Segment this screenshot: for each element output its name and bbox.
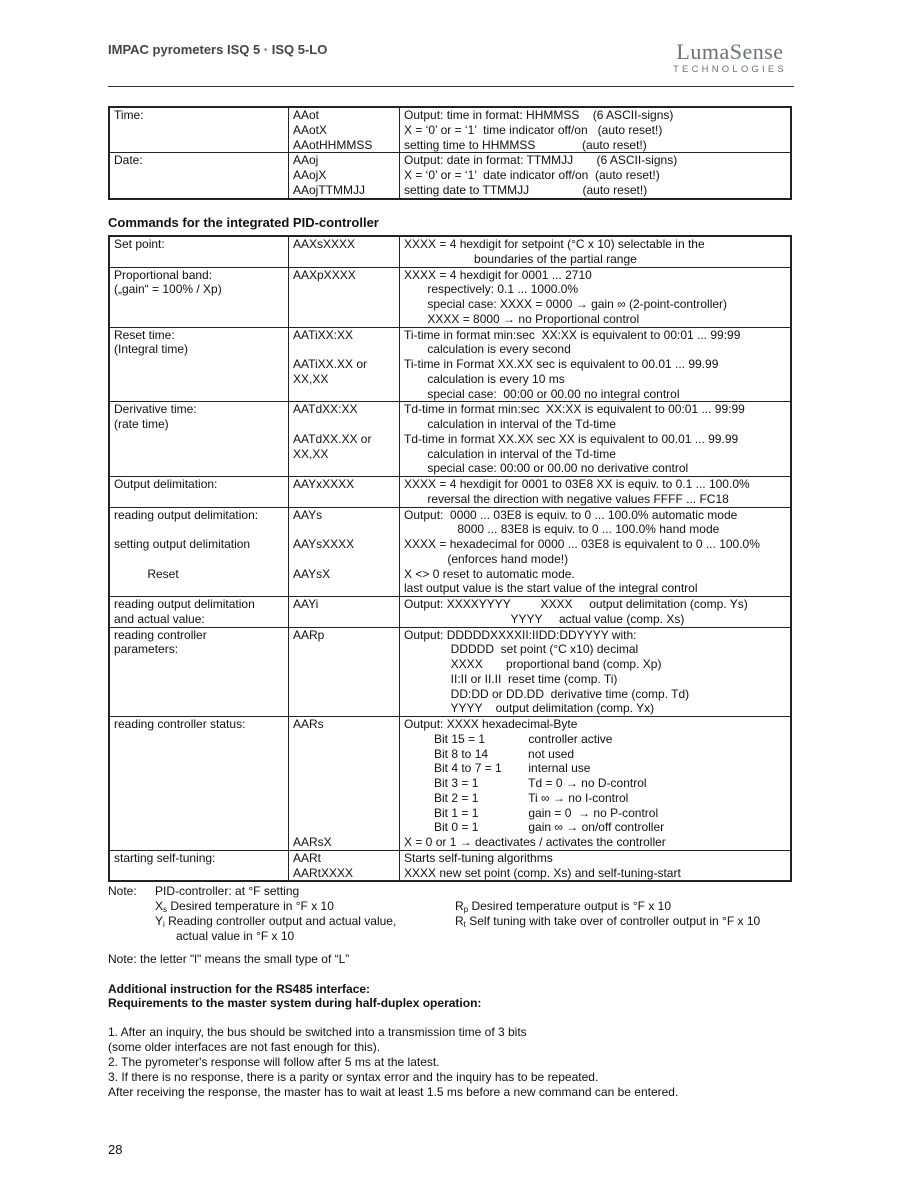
- command-code: [293, 522, 395, 537]
- command-description: setting time to HHMMSS (auto reset!): [404, 137, 647, 152]
- command-description-cell: [400, 717, 792, 851]
- command-label: parameters:: [114, 642, 179, 657]
- command-label: (Integral time): [114, 342, 189, 357]
- command-description-cell: [400, 267, 792, 327]
- lumasense-logo: [664, 40, 796, 76]
- header-rule: [108, 86, 794, 87]
- command-label-cell: [109, 402, 289, 477]
- command-description: YYYY output delimitation (comp. Yx): [404, 701, 655, 716]
- xs-symbol: X: [155, 899, 164, 913]
- command-label-cell: [109, 153, 289, 199]
- command-description-cell: [400, 107, 792, 153]
- command-description-cell: [400, 477, 792, 508]
- command-description: Output: time in format: HHMMSS (6 ASCII-signs): [404, 108, 674, 122]
- command-label: reading controller: [114, 627, 207, 642]
- command-description: Output: XXXXYYYY XXXX output delimitation (comp. Ys): [404, 597, 748, 611]
- yi-symbol: Y: [155, 914, 164, 928]
- command-description: Bit 8 to 14 not used: [404, 746, 575, 761]
- command-description: Output: date in format: TTMMJJ (6 ASCII-signs): [404, 153, 678, 168]
- document-header-title: IMPAC pyrometers ISQ 5 · ISQ 5-LO: [108, 42, 328, 57]
- command-description-cell: [400, 850, 792, 881]
- note-label: Note:: [108, 884, 137, 898]
- command-description: Bit 3 = 1 Td = 0 → no D-control: [404, 776, 647, 790]
- command-description: Output: 0000 ... 03E8 is equiv. to 0 ... 100.0% automatic mode: [404, 507, 738, 522]
- command-label: Reset: [114, 566, 179, 581]
- command-label-cell: [109, 627, 289, 717]
- command-description: Bit 2 = 1 Ti ∞ → no I-control: [404, 790, 629, 805]
- command-description: XXXX = hexadecimal for 0000 ... 03E8 is equivalent to 0 ... 100.0%: [404, 537, 760, 551]
- command-code-cell: [289, 597, 400, 628]
- command-code: AARs: [293, 717, 324, 731]
- command-code: AAotHHMMSS: [293, 137, 373, 152]
- command-code-cell: [289, 107, 400, 153]
- command-code-cell: [289, 402, 400, 477]
- command-code: [293, 732, 395, 747]
- command-description: calculation in interval of the Td-time: [404, 417, 616, 431]
- command-row: [109, 627, 791, 717]
- command-description-cell: [400, 627, 792, 717]
- command-description: boundaries of the partial range: [404, 251, 637, 266]
- command-code: AAojTTMMJJ: [293, 182, 365, 197]
- command-label: reading controller status:: [114, 717, 246, 731]
- command-code: AAotX: [293, 122, 328, 137]
- command-label-cell: [109, 597, 289, 628]
- command-description-cell: [400, 402, 792, 477]
- command-label-cell: [109, 236, 289, 267]
- command-label: („gain“ = 100% / Xp): [114, 282, 222, 297]
- command-code: AAXsXXXX: [293, 237, 356, 251]
- logo-subtitle: TECHNOLOGIES: [673, 64, 787, 75]
- command-label: and actual value:: [114, 611, 205, 626]
- command-code-cell: [289, 267, 400, 327]
- command-description: XXXX = 8000 → no Proportional control: [404, 311, 640, 326]
- command-label: [114, 552, 284, 567]
- command-code: AAYsX: [293, 566, 331, 581]
- command-description: calculation in interval of the Td-time: [404, 446, 616, 461]
- xs-subscript: s: [163, 905, 168, 914]
- command-code: [293, 806, 395, 821]
- time-date-command-table: [108, 106, 792, 200]
- yi-text: Reading controller output and actual value,: [168, 914, 397, 928]
- command-description: Starts self-tuning algorithms: [404, 850, 553, 865]
- yi-subscript: i: [163, 920, 165, 929]
- command-description: calculation is every second: [404, 342, 571, 357]
- command-code: AAYs: [293, 507, 323, 522]
- command-label: Set point:: [114, 237, 165, 251]
- command-row: [109, 107, 791, 153]
- command-code: AATiXX:XX: [293, 327, 354, 342]
- command-row: [109, 267, 791, 327]
- command-code: [293, 581, 395, 596]
- command-description: Bit 1 = 1 gain = 0 → no P-control: [404, 805, 659, 820]
- command-code: [293, 761, 395, 776]
- command-description-cell: [400, 327, 792, 402]
- command-label: Date:: [114, 153, 143, 168]
- command-label: reading output delimitation:: [114, 507, 259, 522]
- command-row: [109, 507, 791, 597]
- command-code: AAYxXXXX: [293, 477, 355, 491]
- rs485-item: (some older interfaces are not fast enough for this).: [108, 1040, 381, 1054]
- command-description: XXXX new set point (comp. Xs) and self-tuning-start: [404, 865, 681, 880]
- command-code: AARtXXXX: [293, 865, 354, 880]
- command-code: AAYsXXXX: [293, 537, 355, 551]
- pid-command-table: [108, 235, 792, 882]
- command-description: last output value is the start value of the integral control: [404, 581, 698, 596]
- command-description: DD:DD or DD.DD derivative time (comp. Td): [404, 686, 690, 701]
- command-description: 8000 ... 83E8 is equiv. to 0 ... 100.0% hand mode: [404, 522, 720, 537]
- command-description: respectively: 0.1 ... 1000.0%: [404, 282, 579, 297]
- rs485-item: 3. If there is no response, there is a parity or syntax error and the inquiry has to be repeated.: [108, 1070, 599, 1084]
- command-description: Td-time in format XX.XX sec XX is equivalent to 00.01 ... 99.99: [404, 431, 739, 446]
- command-label: Reset time:: [114, 327, 175, 342]
- command-code-cell: [289, 153, 400, 199]
- command-code-cell: [289, 627, 400, 717]
- command-code: AATiXX.XX or: [293, 357, 368, 371]
- command-label: [114, 522, 284, 537]
- command-label: Time:: [114, 108, 144, 122]
- rs485-item: 1. After an inquiry, the bus should be switched into a transmission time of 3 bits: [108, 1025, 527, 1039]
- command-code: XX,XX: [293, 446, 329, 461]
- xs-text: Desired temperature in °F x 10: [170, 899, 334, 913]
- command-description-cell: [400, 236, 792, 267]
- command-code-cell: [289, 507, 400, 597]
- command-code: AAot: [293, 108, 320, 122]
- command-description-cell: [400, 153, 792, 199]
- command-description: Output: DDDDDXXXXII:IIDD:DDYYYY with:: [404, 627, 637, 642]
- command-row: [109, 477, 791, 508]
- command-code: AAoj: [293, 153, 319, 168]
- command-description: Output: XXXX hexadecimal-Byte: [404, 717, 578, 731]
- note-pid-setting: PID-controller: at °F setting: [155, 884, 300, 898]
- command-description: X = ‘0’ or = ‘1’ time indicator off/on (auto reset!): [404, 122, 663, 137]
- command-code: AARt: [293, 850, 322, 865]
- command-description: XXXX = 4 hexdigit for setpoint (°C x 10) selectable in the: [404, 237, 705, 251]
- command-label-cell: [109, 327, 289, 402]
- command-row: [109, 850, 791, 881]
- rp-text: Desired temperature output is °F x 10: [471, 899, 672, 913]
- command-label: setting output delimitation: [114, 537, 251, 551]
- command-code-cell: [289, 850, 400, 881]
- rp-subscript: p: [463, 905, 469, 914]
- command-code: AATdXX:XX: [293, 402, 358, 417]
- command-description: special case: 00:00 or 00.00 no derivative control: [404, 461, 689, 476]
- command-description: (enforces hand mode!): [404, 551, 569, 566]
- command-label-cell: [109, 717, 289, 851]
- command-code: [293, 417, 395, 432]
- command-code-cell: [289, 236, 400, 267]
- pid-section-heading: Commands for the integrated PID-controller: [108, 215, 379, 230]
- rt-subscript: t: [463, 920, 466, 929]
- rs485-heading: Additional instruction for the RS485 interface:: [108, 982, 371, 996]
- command-description: special case: 00:00 or 00.00 no integral control: [404, 386, 680, 401]
- command-description: XXXX = 4 hexdigit for 0001 ... 2710: [404, 267, 592, 282]
- command-code: [293, 747, 395, 762]
- command-label-cell: [109, 267, 289, 327]
- command-description: X = 0 or 1 → deactivates / activates the controller: [404, 835, 666, 849]
- command-description: Bit 0 = 1 gain ∞ → on/off controller: [404, 820, 665, 835]
- rp-symbol: R: [455, 899, 464, 913]
- command-label-cell: [109, 507, 289, 597]
- rs485-item: 2. The pyrometer's response will follow after 5 ms at the latest.: [108, 1055, 440, 1069]
- command-description: XXXX = 4 hexdigit for 0001 to 03E8 XX is equiv. to 0.1 ... 100.0%: [404, 477, 750, 491]
- command-description-cell: [400, 597, 792, 628]
- command-description: II:II or II.II reset time (comp. Ti): [404, 671, 618, 686]
- command-description: YYYY actual value (comp. Xs): [404, 611, 685, 626]
- command-code: XX,XX: [293, 371, 329, 386]
- command-label: starting self-tuning:: [114, 850, 216, 865]
- command-label-cell: [109, 107, 289, 153]
- command-description: Ti-time in Format XX.XX sec is equivalent to 00.01 ... 99.99: [404, 357, 719, 371]
- command-description: X = ‘0’ or = ‘1’ date indicator off/on (auto reset!): [404, 168, 660, 182]
- command-row: [109, 597, 791, 628]
- command-description: Bit 4 to 7 = 1 internal use: [404, 761, 591, 776]
- command-code-cell: [289, 717, 400, 851]
- command-code: AARp: [293, 627, 325, 642]
- command-description-cell: [400, 507, 792, 597]
- command-description: DDDDD set point (°C x10) decimal: [404, 642, 639, 657]
- command-label-cell: [109, 850, 289, 881]
- command-code: AAYi: [293, 597, 319, 611]
- note-rt: [455, 914, 760, 932]
- page-number: 28: [108, 1142, 123, 1157]
- command-code: AAXpXXXX: [293, 267, 356, 282]
- command-row: [109, 402, 791, 477]
- command-code: [293, 342, 395, 357]
- command-code: AAojX: [293, 168, 327, 182]
- letter-l-note: Note: the letter "l" means the small type of “L”: [108, 952, 350, 966]
- command-label: [114, 581, 284, 596]
- command-description: setting date to TTMMJJ (auto reset!): [404, 182, 648, 197]
- command-label: Output delimitation:: [114, 477, 218, 491]
- note-yi-continued: actual value in °F x 10: [176, 929, 295, 943]
- rt-text: Self tuning with take over of controller output in °F x 10: [469, 914, 761, 928]
- command-description: reversal the direction with negative values FFFF ... FC18: [404, 491, 729, 506]
- logo-name: LumaSense: [676, 39, 784, 64]
- command-description: Bit 15 = 1 controller active: [404, 731, 613, 746]
- command-label: Proportional band:: [114, 267, 213, 282]
- command-row: [109, 236, 791, 267]
- command-label: Derivative time:: [114, 402, 197, 417]
- command-row: [109, 327, 791, 402]
- command-description: calculation is every 10 ms: [404, 371, 565, 386]
- command-description: Ti-time in format min:sec XX:XX is equivalent to 00:01 ... 99:99: [404, 327, 741, 342]
- command-description: XXXX proportional band (comp. Xp): [404, 657, 662, 671]
- command-code: AATdXX.XX or: [293, 431, 372, 446]
- command-code: [293, 552, 395, 567]
- command-label: (rate time): [114, 417, 169, 431]
- command-code-cell: [289, 477, 400, 508]
- command-code: [293, 820, 395, 835]
- rs485-subheading: Requirements to the master system during half-duplex operation:: [108, 996, 482, 1010]
- command-row: [109, 717, 791, 851]
- command-description: Td-time in format min:sec XX:XX is equivalent to 00:01 ... 99:99: [404, 402, 745, 417]
- command-code: [293, 776, 395, 791]
- command-label-cell: [109, 477, 289, 508]
- command-code-cell: [289, 327, 400, 402]
- command-row: [109, 153, 791, 199]
- command-code: AARsX: [293, 835, 332, 849]
- command-description: special case: XXXX = 0000 → gain ∞ (2-point-controller): [404, 297, 728, 311]
- rt-symbol: R: [455, 914, 464, 928]
- rs485-closing: After receiving the response, the master has to wait at least 1.5 ms before a new command can be entered.: [108, 1085, 679, 1099]
- command-description: X <> 0 reset to automatic mode.: [404, 566, 575, 581]
- command-label: reading output delimitation: [114, 597, 255, 611]
- command-code: [293, 791, 395, 806]
